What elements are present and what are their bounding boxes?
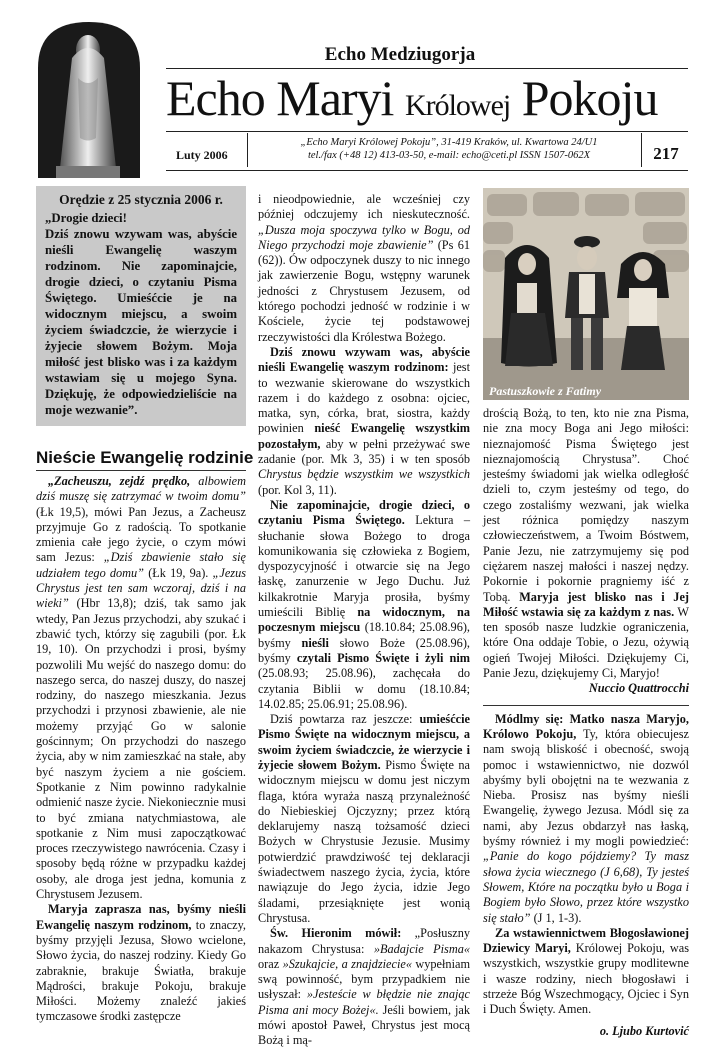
paragraph xyxy=(483,926,689,1018)
masthead-title xyxy=(166,72,657,132)
text: W ten sposób nasze ludzkie ograniczenia, które Ona oddaje Tobie, o Jezu, ożywią ogień Twojej Miłości. Dziękujemy Ci, Panie Jezu, dziękujemy Ci, Maryjo! xyxy=(483,604,689,681)
text: Dziś powtarza raz jeszcze: xyxy=(270,712,413,727)
quote: »Jesteście w błędzie nie znając Pisma ani mocy Bożej«. xyxy=(258,987,470,1017)
virgin-mary-statue-image xyxy=(30,18,148,178)
header-rule xyxy=(166,68,688,69)
bold-text: Za wstawiennictwem Błogosławionej Dziewicy Maryi, xyxy=(483,925,689,956)
article-column-3 xyxy=(483,406,690,1038)
bold-text: Maryja jest blisko nas i Jej Miłość wstawia się za każdym z nas. xyxy=(483,589,690,619)
paragraph xyxy=(483,712,689,926)
text: (18.10.84; 25.08.96), byśmy xyxy=(258,620,471,650)
text: (Łk 19, 9a). xyxy=(148,565,209,580)
text: Ty, która obiecujesz nam swoją bliskość i obecność, swoją pomoc i wstawiennictwo, nie dozwól abyśmy byli obojętni na te wezwania z Nieba. Prosisz nas byśmy nieśli Ewangelię, żywego Jezusa. Módl się za nami, aby Jezus obdarzył nas łaską, byśmy również i my mogli powiedzieć: xyxy=(483,726,689,849)
photo-caption: Pastuszkowie z Fatimy xyxy=(489,384,602,398)
article-column-1 xyxy=(36,474,247,1024)
bold-text: Św. Hieronim mówił: xyxy=(270,926,402,941)
message-greeting: „Drogie dzieci! xyxy=(45,211,127,225)
header-separator xyxy=(247,133,248,167)
paragraph xyxy=(258,498,470,712)
issue-date: Luty 2006 xyxy=(176,148,228,162)
bold-text: nieśli xyxy=(301,635,329,650)
title-rule xyxy=(36,470,246,471)
masthead-title-small: Królowej xyxy=(404,89,511,122)
bold-text: Nie zapominajcie, drogie dzieci, o czytaniu Pisma Świętego. xyxy=(258,497,470,528)
text: Królowej Pokoju, was wszystkich, wszystkie grupy modlitewne i wasze rodziny, niech błogosławi i strzeże Bóg Wszechmogący, Ojciec i Syn i Duch Święty. Amen. xyxy=(483,941,690,1017)
text: (Hbr 13,8); dziś, tak samo jak wtedy, Pan Jezus przychodzi, aby szukać i zbawić tych, którzy się zagubili (por. Łk 19, 10). On przychodzi i prosi, byśmy pozwolili Mu wejść do naszego domu: do naszego serca, do naszej duszy, do naszej rodziny, do naszego mieszkania. Jezus przychodzi i przynosi zbawienie, ale nie możemy przyjąć Go w salonie gościnnym; On przychodzi do naszego życia, aby w nim zamieszkać na stałe, aby być naszym życiem a nie gościem. Spotkanie z Nim powinno radykalnie odmienić nasze życie. Niekoniecznie musi to być zmiana natychmiastowa, ale spotkanie z Nim musi zapoczątkować proces rzeczywistego nawrócenia. Czasy i sposoby będą różne w przypadku każdej osoby, ale droga jest jedna, komunia z Chrystusem Jezusem. xyxy=(36,596,246,902)
text: i nieodpowiednie, ale wcześniej czy później odczujemy ich nieskuteczność. xyxy=(258,192,470,222)
paragraph xyxy=(258,926,470,1048)
masthead-title-part: Pokoju xyxy=(510,70,658,126)
text: to znaczy, byśmy przyjęli Jezusa, Słowo wcielone, Słowo życia, do naszej rodziny. Kiedy Go zabraknie, brakuje Światła, brakuje Mądrości, brakuje Pokoju, brakuje Miłości. Możemy znaleźć jakieś tymczasowe środki zastępcze xyxy=(36,917,247,1024)
bold-text: nieść Ewangelię wszystkim pozostałym, xyxy=(258,421,470,451)
quote: albowiem dziś muszę się zatrzymać w twoim domu” xyxy=(36,474,247,504)
text: wypełniam swą powinność, bym przypadkiem nie usłyszał: xyxy=(258,956,471,1002)
message-title: Orędzie z 25 stycznia 2006 r. xyxy=(59,192,223,207)
quote: „Zacheuszu, zejdź prędko, xyxy=(48,474,191,488)
bold-text: czytali Pismo Święte i żyli nim xyxy=(296,650,470,665)
header-separator xyxy=(641,133,642,167)
text: „Posłuszny nakazom Chrystusa: xyxy=(258,926,470,956)
author-signature: o. Ljubo Kurtović xyxy=(599,1023,689,1038)
paragraph xyxy=(258,345,470,498)
quote: „Panie do kogo pójdziemy? Ty masz słowa życia wiecznego (J 6,68), Ty jesteś Słowem, Które na początku było u Boga i Bogiem było Słowo, przez które wszystko się stało” xyxy=(483,849,689,925)
contact-line: tel./fax (+48 12) 413-03-50, e-mail: echo@ceti.pl ISSN 1507-062X xyxy=(307,150,591,161)
text: (J 1, 1-3). xyxy=(533,910,582,925)
article-title: Nieście Ewangelię rodzinie xyxy=(36,448,254,467)
bold-text: Módlmy się: Matko nasza Maryjo, Królowo Pokoju, xyxy=(483,711,689,741)
bold-text: na widocznym, na poczesnym miejscu xyxy=(258,605,470,635)
message-box xyxy=(36,186,246,426)
article-column-2 xyxy=(258,192,471,1048)
quote: „Jezus Chrystus jest ten sam wczoraj, dziś i na wieki” xyxy=(36,565,247,611)
text: Jeśli bowiem, jak mówi apostoł Paweł, Chrystus jest mocą Bożą i mą- xyxy=(258,1002,471,1048)
text: (Ps 61 (62)). Ów odpoczynek duszy to nic innego jak zawierzenie Bogu, wstępny warunek jedności z Chrystusem Jezusem, od którego pochodzi jedność w rodzinie i w Kościele, życie tej podstawowej rzeczywistości dla Królestwa Bożego. xyxy=(258,237,470,344)
quote: »Badajcie Pisma« xyxy=(373,941,470,956)
address-line: „Echo Maryi Królowej Pokoju”, 31-419 Kraków, ul. Kwartowa 24/U1 xyxy=(300,137,598,148)
text: aby w pełni przeżywać swe zadanie (por. Mk 3, 35) i w ten sposób xyxy=(258,436,470,467)
text: oraz xyxy=(258,956,280,971)
issue-number: 217 xyxy=(653,144,679,163)
quote: Chrystus będzie wszystkim we wszystkich xyxy=(258,467,470,482)
fatima-children-photo xyxy=(483,188,689,400)
text: (Łk 19,5), mówi Pan Jezus, a Zacheusz przyjmuje Go z radością. To spotkanie zmienia całe jego życie, o czym mówi sam Jezus: xyxy=(36,504,246,565)
paragraph xyxy=(258,712,470,926)
quote: „Dusza moja spoczywa tylko w Bogu, od Niego przychodzi moje zbawienie” xyxy=(258,222,470,252)
header-subtitle: Echo Medziugorja xyxy=(324,44,476,65)
bold-text: Maryja zaprasza nas, byśmy nieśli Ewangelię naszym rodzinom, xyxy=(36,902,246,932)
text: Lektura – słuchanie słowa Bożego to droga komunikowania się człowieka z Bogiem, dyspozycyjność i otwarcie się na Jego łaskę, zanurzenie w Jego Duchu. Już kilkakrotnie Maryja prosiła, byśmy umieścili Biblię xyxy=(258,513,470,620)
bold-text: Dziś znowu wzywam was, abyście nieśli Ewangelię waszym rodzinom: xyxy=(258,344,470,375)
paragraph xyxy=(36,902,246,1024)
text: (por. Kol 3, 11). xyxy=(258,482,337,497)
quote: »Szukajcie, a znajdziecie« xyxy=(282,956,412,971)
text: jest to wezwanie skierowane do wszystkich razem i do każdego z osobna: ojciec, matka, syn, córka, brat, siostra, każdy powinien xyxy=(258,360,471,436)
message-body: Dziś znowu wzywam was, abyście nieśli Ewangelię waszym rodzinom. Nie zapominajcie, drogie dzieci, o czytaniu Pisma Świętego. Umieśćcie je na widocznym miejscu, a swoim życiem świadczcie, że wierzycie i żyjecie słowem Bożym. Moja miłość jest blisko was i za każdym wstawiam się u mojego Syna. Dziękuję, że odpowiedzieliście na moje wezwanie”. xyxy=(45,227,237,417)
text: drością Bożą, to ten, kto nie zna Pisma, nie zna mocy Boga ani Jego miłości: nieznajomość Pisma Świętego jest nieznajomością Chrystusa”. Choć jesteśmy świadomi jak wielka odległość dzieli to, czym jesteśmy od tego, do czego zostaliśmy wezwani, jak wielka jest różnica pomiędzy naszym człowieczeństwem, a Twoim Bóstwem, Panie Jezu, nie zatrzymujemy się pod ciężarem naszej małości i naszej nędzy. Pokornie i pokornie pragniemy iść z Tobą. xyxy=(483,406,689,604)
text: (25.08.93; 25.08.96), zachęcała do czytania Biblii w domu (18.10.84; 14.02.85; 25.06.91; 25.08.96). xyxy=(258,666,470,711)
section-divider xyxy=(483,705,689,706)
quote: „Dziś zbawienie stało się udziałem tego domu” xyxy=(36,550,246,580)
masthead-title-part: Echo Maryi xyxy=(166,70,405,126)
paragraph xyxy=(36,474,246,902)
paragraph xyxy=(483,406,689,681)
text: Pismo Święte na widocznym miejscu w domu jest niczym flaga, która wyraża naszą przynależność do Niebieskiej Ojczyzny; przez którą deklarujemy naszą tożsamość dzieci Bożych w Chrystusie Jezusie. Musimy potwierdzić prawdziwość tej deklaracji świadectwem naszego życia, życia, które nawiązuje do Jego życia, idzie Jego śladami, przesiąknięte jest wonią Chrystusa. xyxy=(258,757,470,925)
paragraph xyxy=(258,192,470,345)
publisher-address xyxy=(262,136,636,162)
bold-text: umieśćcie Pismo Święte na widocznym miejscu, a swoim życiem świadczcie, że wierzycie i żyjecie słowem Bożym. xyxy=(258,712,470,772)
author-signature: Nuccio Quattrocchi xyxy=(588,681,689,696)
text: słowo Boże (25.08.96), byśmy xyxy=(258,635,471,665)
